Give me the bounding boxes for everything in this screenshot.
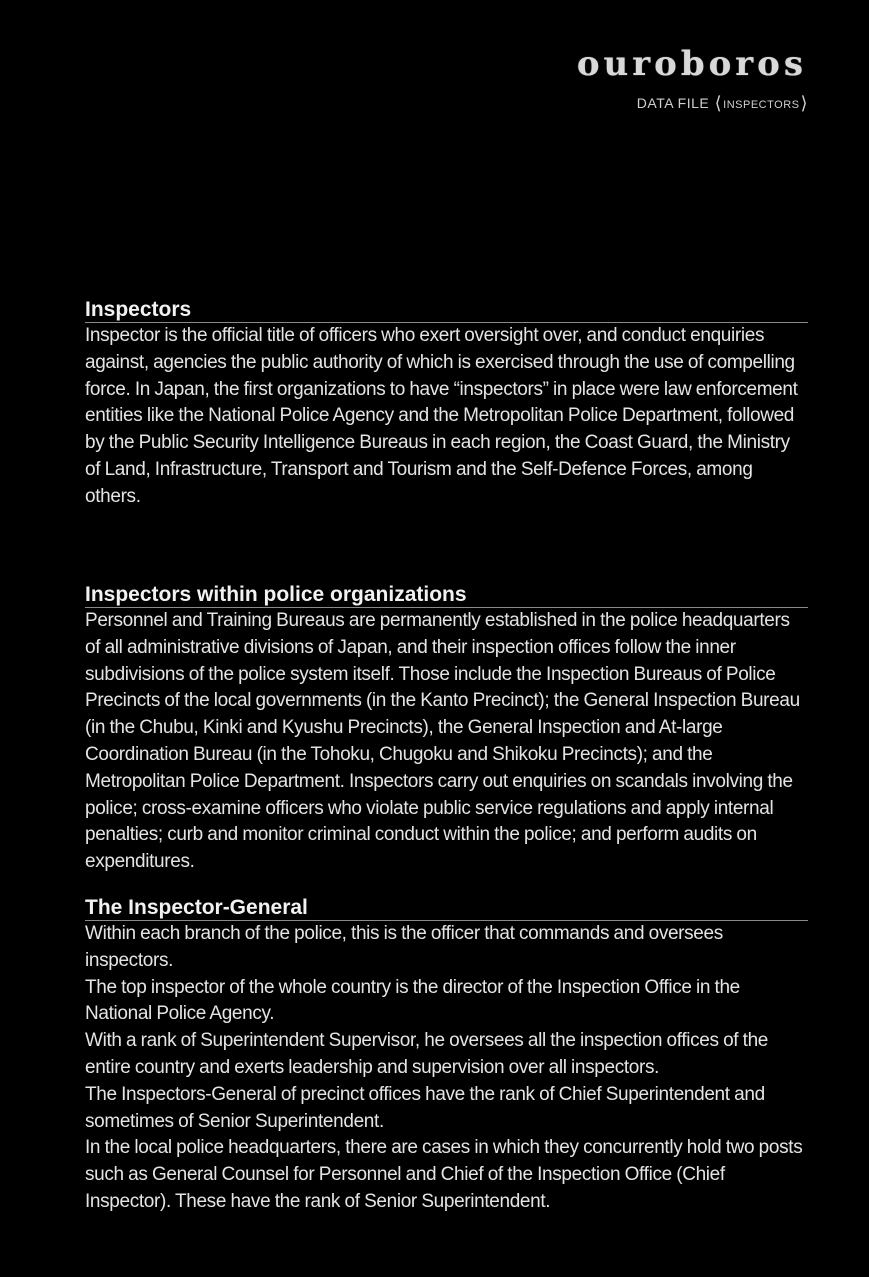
section-heading: Inspectors within police organizations xyxy=(85,583,808,608)
section-heading: The Inspector-General xyxy=(85,896,808,921)
section-inspectors xyxy=(85,298,808,511)
section-paragraph: In the local police headquarters, there are cases in which they concurrently hold two posts such as General Counsel for Personnel and Chief of the Inspection Office (Chief Inspector). These have the rank of Senior Superintendent. xyxy=(85,1137,803,1212)
section-heading: Inspectors xyxy=(85,298,808,323)
section-inspectors-within-police xyxy=(85,583,808,876)
left-angle-bracket: ⟨ xyxy=(714,93,723,113)
section-paragraph: With a rank of Superintendent Supervisor, he oversees all the inspection offices of the entire country and exerts leadership and supervision over all inspectors. xyxy=(85,1030,769,1078)
subtitle-prefix: DATA FILE xyxy=(636,95,710,111)
section-inspector-general xyxy=(85,896,808,1216)
section-paragraph: The top inspector of the whole country is the director of the Inspection Office in the National Police Agency. xyxy=(85,976,740,1025)
right-angle-bracket: ⟩ xyxy=(800,93,808,113)
section-paragraph: The Inspectors-General of precinct offices have the rank of Chief Superintendent and sometimes of Senior Superintendent. xyxy=(85,1083,765,1132)
data-file-subtitle xyxy=(637,93,809,114)
section-paragraph: Inspector is the official title of officers who exert oversight over, and conduct enquiries against, agencies the public authority of which is exercised through the use of compelling force. In Japan, the first organizations to have “inspectors” in place were law enforcement entities like the National Police Agency and the Metropolitan Police Department, followed by the Public Security Intelligence Bureaus in each region, the Coast Guard, the Ministry of Land, Infrastructure, Transport and Tourism and the Self-Defence Forces, among others. xyxy=(85,325,798,507)
section-paragraph: Within each branch of the police, this is the officer that commands and oversees inspectors. xyxy=(85,923,723,971)
subtitle-tag: INSPECTORS xyxy=(723,99,800,111)
section-paragraph: Personnel and Training Bureaus are permanently established in the police headquarters of all administrative divisions of Japan, and their inspection offices follow the inner subdivisions of the police system itself. Those include the Inspection Bureaus of Police Precincts of the local governments (in the Kanto Precinct); the General Inspection Bureau (in the Chubu, Kinki and Kyushu Precincts), the General Inspection and At-large Coordination Bureau (in the Tohoku, Chugoku and Shikoku Precincts); and the Metropolitan Police Department. Inspectors carry out enquiries on scandals involving the police; cross-examine officers who violate public service regulations and apply internal penalties; curb and monitor criminal conduct within the police; and perform audits on expenditures. xyxy=(85,610,800,873)
ouroboros-logo: ouroboros xyxy=(576,44,807,84)
